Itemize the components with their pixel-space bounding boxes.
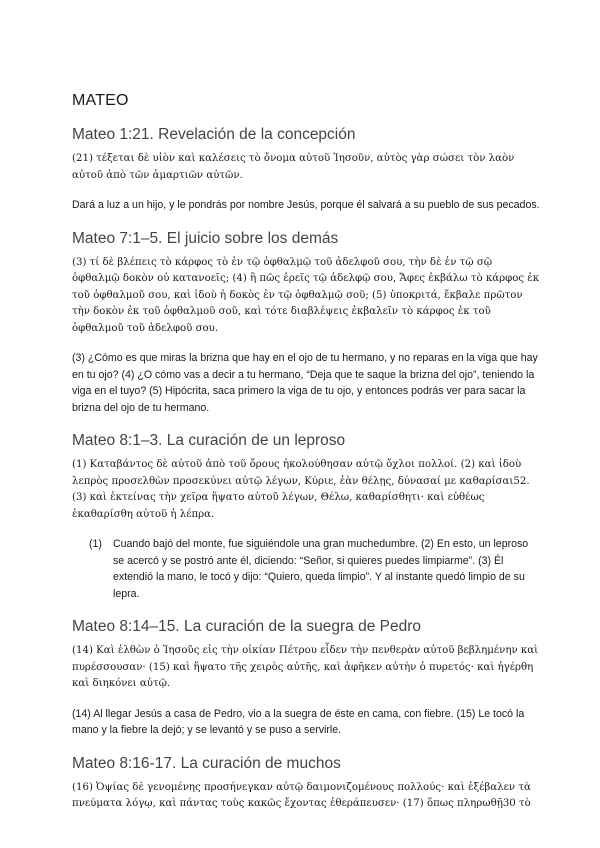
spanish-text: (14) Al llegar Jesús a casa de Pedro, vio a la suegra de éste en cama, con fiebre. (15) Le tocó la mano y la fiebre la dejó; y se levantó y se puso a servirle. — [72, 707, 525, 736]
section-heading: Mateo 8:16-17. La curación de muchos — [72, 754, 341, 772]
greek-text: (21) τέξεται δὲ υἱὸν καὶ καλέσεις τὸ ὄνομα αὐτοῦ Ἰησοῦν, αὐτὸς γὰρ σώσει τὸν λαὸν αὐτοῦ ἀπὸ τῶν ἁμαρτιῶν αὐτῶν. — [72, 153, 515, 181]
numbered-list-item — [89, 536, 540, 602]
section-heading: Mateo 1:21. Revelación de la concepción — [72, 126, 356, 143]
greek-text: (1) Καταβάντος δὲ αὐτοῦ ἀπὸ τοῦ ὄρους ἠκολούθησαν αὐτῷ ὄχλοι πολλοί. (2) καὶ ἰδοὺ λεπρὸς προσελθὼν προσεκύνει αὐτῷ λέγων, Κύριε, ἐὰν θέλῃς, δύνασαί με καθαρίσαι52. (3) καὶ ἐκτείνας τὴν χεῖρα ἥψατο αὐτοῦ λέγων, Θέλω, καθαρίσθητι· καὶ εὐθέως ἐκαθαρίσθη αὐτοῦ ἡ λέπρα. — [72, 459, 530, 520]
section-mateo-1-21 — [72, 126, 540, 214]
document-title: MATEO — [72, 92, 129, 109]
section-mateo-8-14-15 — [72, 618, 540, 739]
greek-text: (14) Καὶ ἐλθὼν ὁ Ἰησοῦς εἰς τὴν οἰκίαν Πέτρου εἶδεν τὴν πενθερὰν αὐτοῦ βεβλημένην καὶ πυρέσσουσαν· (15) καὶ ἥψατο τῆς χειρὸς αὐτῆς, καὶ ἀφῆκεν αὐτὴν ὁ πυρετός· καὶ ἠγέρθη καὶ διηκόνει αὐτῷ. — [72, 645, 539, 689]
section-mateo-7-1-5 — [72, 230, 540, 417]
spanish-text: Cuando bajó del monte, fue siguiéndole una gran muchedumbre. (2) En esto, un leproso se acercó y se postró ante él, diciendo: “Señor, si quieres puedes limpiarme”. (3) Él extendió la mano, le tocó y dijo: “Quiero, queda limpio”. Y al instante quedó limpio de su lepra. — [113, 538, 529, 600]
spanish-text: Dará a luz a un hijo, y le pondrás por nombre Jesús, porque él salvará a su pueblo de sus pecados. — [72, 199, 540, 211]
greek-text: (16) Ὀψίας δὲ γενομένης προσήνεγκαν αὐτῷ δαιμονιζομένους πολλούς· καὶ ἐξέβαλεν τὰ πνεύματα λόγῳ, καὶ πάντας τοὺς κακῶς ἔχοντας ἐθεράπευσεν· (17) ὅπως πληρωθῇ30 τὸ — [72, 781, 531, 809]
section-heading: Mateo 7:1–5. El juicio sobre los demás — [72, 229, 339, 247]
section-heading: Mateo 8:1–3. La curación de un leproso — [72, 432, 346, 449]
list-number: (1) — [89, 538, 102, 550]
section-mateo-8-1-3 — [72, 432, 540, 602]
spanish-text: (3) ¿Cómo es que miras la brizna que hay en el ojo de tu hermano, y no reparas en la viga que hay en tu ojo? (4) ¿O cómo vas a decir a tu hermano, “Deja que te saque la brizna del ojo”, teniendo la viga en el tuyo? (5) Hipócrita, saca primero la viga de tu ojo, y entonces podrás ver para sacar la brizna del ojo de tu hermano. — [72, 352, 538, 414]
section-heading: Mateo 8:14–15. La curación de la suegra de Pedro — [72, 618, 421, 635]
greek-text: (3) τί δὲ βλέπεις τὸ κάρφος τὸ ἐν τῷ ὀφθαλμῷ τοῦ ἀδελφοῦ σου, τὴν δὲ ἐν τῷ σῷ ὀφθαλμῷ δοκὸν οὐ κατανοεῖς; (4) ἢ πῶς ἐρεῖς τῷ ἀδελφῷ σου, Ἄφες ἐκβάλω τὸ κάρφος ἐκ τοῦ ὀφθαλμοῦ σου, καὶ ἰδοὺ ἡ δοκὸς ἐν τῷ ὀφθαλμῷ σοῦ; (5) ὑποκριτά, ἔκβαλε πρῶτον τὴν δοκὸν ἐκ τοῦ ὀφθαλμοῦ σοῦ, καὶ τότε διαβλέψεις ἐκβαλεῖν τὸ κάρφος ἐκ τοῦ ὀφθαλμοῦ τοῦ ἀδελφοῦ σου. — [72, 256, 540, 334]
section-mateo-8-16-17 — [72, 755, 540, 813]
